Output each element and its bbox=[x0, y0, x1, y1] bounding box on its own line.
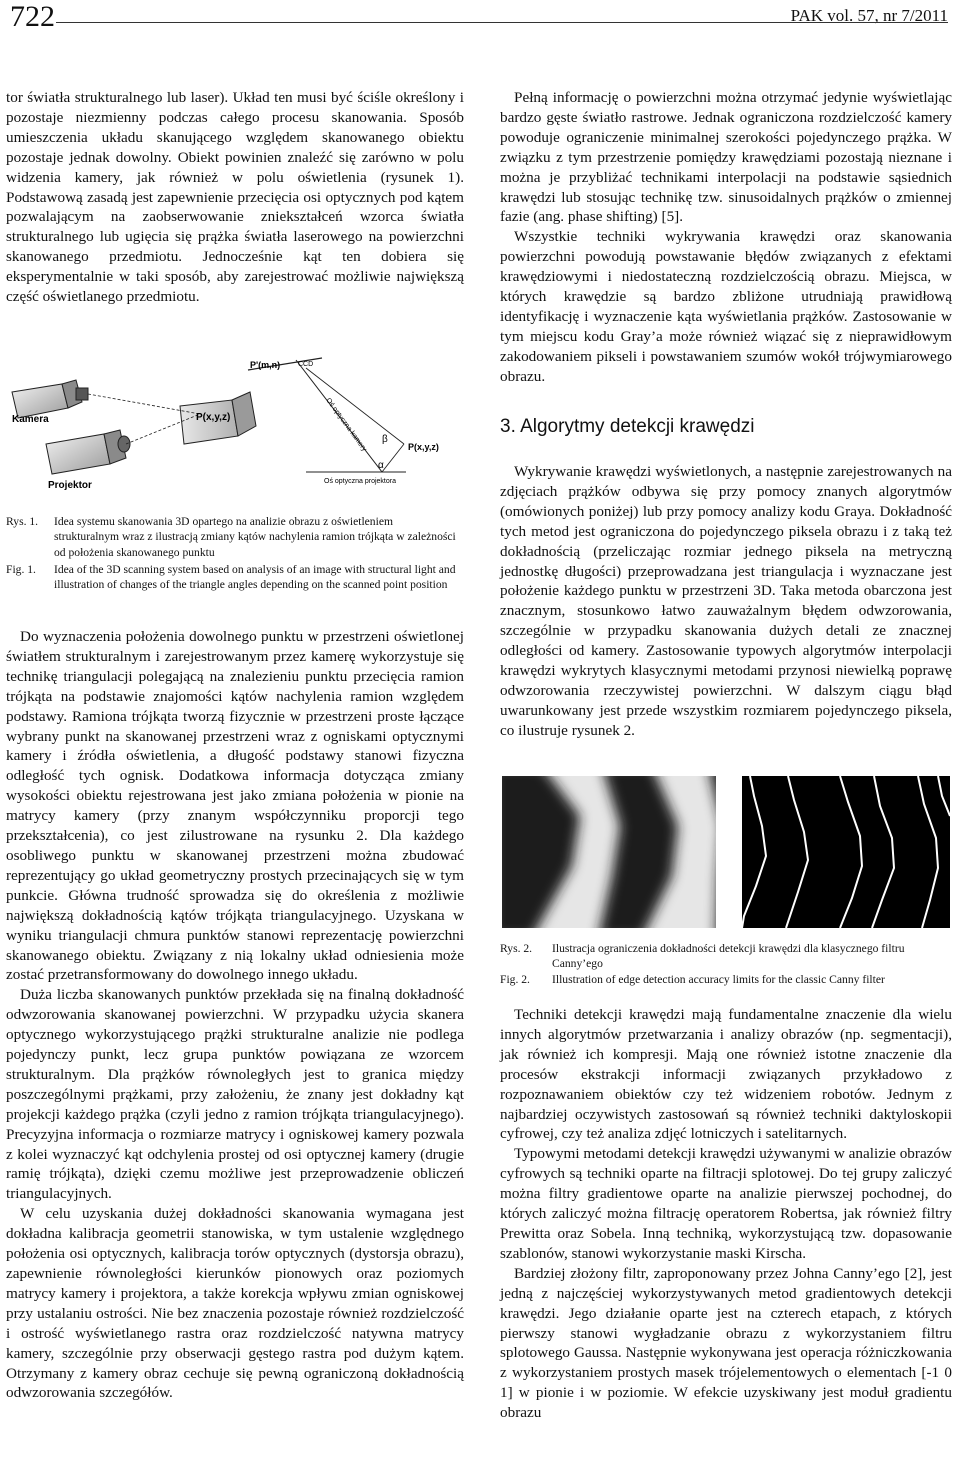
figure-1-caption bbox=[6, 514, 458, 606]
right-bottom-text bbox=[500, 1005, 952, 1423]
paragraph: Typowymi metodami detekcji krawędzi używanymi w analizie obrazów cyfrowych są techniki oparte na filtracji splotowej. Do tej grupy zaliczyć można filtry gradientowe oparte na analizie pierwszej pochodnej, do których zaliczyć można filtrację operatorem Robertsa, jak również filtry Prewitta oraz Sobela. Inną techniką, wykorzystującą tzw. dopasowanie szablonów, stanowi wykorzystanie maski Kirscha. bbox=[500, 1145, 952, 1262]
label-camera-axis: Oś optyczna kamery bbox=[324, 397, 368, 453]
paragraph: Do wyznaczenia położenia dowolnego punktu w przestrzeni oświetlonej światłem strukturalnym i zarejestrowanym przez kamerę wykorzystuje się technikę triangulacji polegającą na znalezieniu punktu przecięcia ramion trójkąta na podstawie znajomości kątów nachylenia ramion względem podstawy. Ramiona trójkąta tworzą fizycznie w przestrzeni proste łączące wybrany punkt na skanowanej przestrzeni wraz z ogniskami optycznymi kamery i źródła oświetlenia, a długość podstawy stanowi fizyczna odległość tych ognisk. Dodatkowa informacja dotycząca zmiany wysokości obiektu rejestrowana jest jako zmiana położenia w pionie na matrycy kamery (przy znanym współczynniku proporcji tego przekształcenia), co jest zilustrowane na rysunku 2. Dla każdego osobliwego punktu w skanowanej przestrzeni można zbudować reprezentujący go układ geometryczny prostych przecinających się w tym punkcie. Główna trudność sprowadza się do określenia z możliwie największą dokładnością kątów trójkąta triangulacyjnego. Uzyskana w wyniku triangulacji chmura punktów stanowi reprezentację powierzchni skanowanego obiektu. Związany z nią lokalny układ odniesienia może zostać przetransformowany do dowolnego innego układu. bbox=[6, 628, 464, 984]
projector-icon bbox=[46, 430, 130, 474]
caption-text-en: Illustration of edge detection accuracy limits for the classic Canny filter bbox=[552, 973, 885, 986]
caption-label-en: Fig. 2. bbox=[500, 973, 530, 986]
caption-label-en: Fig. 1. bbox=[6, 563, 36, 576]
right-mid-text bbox=[500, 462, 952, 741]
label-beta: β bbox=[382, 434, 388, 445]
camera-icon bbox=[12, 380, 88, 418]
page-number: 722 bbox=[10, 0, 55, 33]
header-rule bbox=[56, 22, 948, 23]
section-heading bbox=[500, 416, 755, 438]
label-alpha: α bbox=[378, 460, 384, 471]
left-top-text bbox=[6, 88, 464, 307]
label-projector-axis: Oś optyczna projektora bbox=[324, 478, 396, 485]
label-pxyz-right: P(x,y,z) bbox=[408, 442, 439, 452]
label-camera: Kamera bbox=[12, 414, 49, 425]
right-top-text bbox=[500, 88, 952, 387]
caption-text-pl: Idea systemu skanowania 3D opartego na analizie obrazu z oświetleniem strukturalnym wraz z ilustracją zmiany kątów nachylenia ramion trójkąta w zależności od położenia skanowanego punktu bbox=[54, 515, 456, 559]
figure-1 bbox=[6, 340, 458, 496]
caption-label-pl: Rys. 1. bbox=[6, 515, 39, 528]
journal-reference: PAK vol. 57, nr 7/2011 bbox=[790, 6, 948, 25]
paragraph: Duża liczba skanowanych punktów przekłada się na finalną dokładność odwzorowania skanowanej powierzchni. W przypadku użycia skanera optycznego wykorzystującego prążki strukturalne analizie nie podlega pojedynczy punkt, lecz grupa punktów powiązana ze wzorcem strukturalnym. Dla prążków równoległych jest to granica między poszczególnymi prążkami, przy założeniu, że znany jest dokładny kąt projekcji każdego prążka (czyli jedno z ramion trójkąta triangulacyjnego). Precyzyjna informacja o rozmiarze matrycy i ogniskowej kamery pozwala z kolei wyznaczyć kąt odchylenia prostej od osi optycznej kamery (drugie ramię trójkąta), dzięki czemu możliwe jest przeprowadzenie obliczeń triangulacyjnych. bbox=[6, 986, 464, 1203]
paragraph: Wszystkie techniki wykrywania krawędzi oraz skanowania powierzchni powodują powstawanie błędów związanych z efektami krawędziowymi i niedostateczną rozdzielczością obrazu. Miejsca, w których krawędzie są bardzo zbliżone utrudniają prawidłową identyfikację i wyznaczenie kąta wyświetlania prążków. Zastosowanie w tym miejscu kodu Gray’a może również wiązać się z nieprawidłowym zakodowaniem pikseli i powstawaniem szumów wokół trójwymiarowego obrazu. bbox=[500, 228, 952, 385]
paragraph: Pełną informację o powierzchni można otrzymać jedynie wyświetlając bardzo gęste światło rastrowe. Jednak ograniczona rozdzielczość kamery powoduje ograniczenie minimalnej szerokości pojedynczego prążka. W związku z tym przestrzenie pomiędzy krawędziami pozostają nieznane i można je przybliżać technikami interpolacji na podstawie sąsiednich krawędzi lub stosując technikę tzw. sinusoidalnych prążków o zmiennej fazie (ang. phase shifting) [5]. bbox=[500, 89, 952, 226]
section-number: 3. bbox=[500, 416, 516, 437]
paragraph: Wykrywanie krawędzi wyświetlonych, a następnie zarejestrowanych na zdjęciach prążków odbywa się przy pomocy znanych algorytmów (omówionych poniżej) lub przy pomocy analizy kodu Graya. Dokładność tych metod jest ograniczona do pojedynczego piksela obrazu i z taką też dokładnością (przeliczając rozmiar jednego piksela na metryczną jednostkę długości) przeprowadzana jest triangulacja i wyznaczane jest położenie każdego punktu w przestrzeni 3D. Taka metoda obarczona jest znacznym, stosunkowo łatwo zauważalnym błędem odwzorowania, szczególnie w przypadku skanowania dużych detali ze znacznej odległości od kamery. Zastosowanie typowych algorytmów interpolacji krawędzi wykrytych klasycznymi metodami przynosi niewielką poprawę odwzorowania rzeczywistej powierzchni. W dalszym ciągu błąd uwarunkowany jest przede wszystkim rozmiarem pojedynczego piksela, co ilustruje rysunek 2. bbox=[500, 463, 952, 739]
section-title: Algorytmy detekcji krawędzi bbox=[520, 416, 755, 437]
label-projector: Projektor bbox=[48, 480, 92, 491]
label-pxyz-left: P(x,y,z) bbox=[196, 412, 231, 423]
caption-text-en: Idea of the 3D scanning system based on analysis of an image with structural light and illustration of changes of the triangle angles depending on the scanned point position bbox=[54, 563, 456, 592]
label-ccd: CCD bbox=[298, 361, 314, 368]
paragraph: tor światła strukturalnego lub laser). Układ ten musi być ściśle określony i pozostaje niezmienny podczas całego procesu skanowania. Sposób umieszczenia układu skanującego względem skanowanego obiektu pozostaje jednak dowolny. Obiekt powinien znaleźć się zarówno w polu widzenia kamery, jak również w polu oświetlenia (rysunek 1). Podstawową zasadą jest zapewnienie przecięcia osi optycznych pod kątem pozwalającym na zaobserwowanie zniekształceń wzorca światła strukturalnego lub ugięcia się prążka światła laserowego na powierzchni skanowanego przedmiotu. Jednocześnie kąt ten dobiera się eksperymentalnie w taki sposób, aby zarejestrować możliwie największą część oświetlanego przedmiotu. bbox=[6, 89, 464, 306]
figure-2-canny-edges bbox=[742, 776, 950, 928]
paragraph: W celu uzyskania dużej dokładności skanowania wymagana jest dokładna kalibracja geometrii stanowiska, w tym ustalenie względnego położenia osi optycznych, kalibracja torów optycznych (dystorsja obrazu), zapewnienie równoległości kierunków pionowych oraz poziomych matrycy kamery i projektora, a także korekcja wpływu zmian ogniskowej przy ustalaniu ostrości. Nie bez znaczenia pozostaje również rozdzielczość i ostrość wyświetlanego rastra oraz rozdzielczość natywna matrycy kamery, szczególnie przy obserwacji gęstego rastra pod dużym kątem. Otrzymany z kamery obraz cechuje się pewną ograniczoną dokładnością odwzorowania szczegółów. bbox=[6, 1205, 464, 1402]
caption-label-pl: Rys. 2. bbox=[500, 942, 533, 955]
left-bottom-text bbox=[6, 627, 464, 1403]
paragraph: Bardziej złożony filtr, zaproponowany przez Johna Canny’ego [2], jest jedną z najczęściej wykorzystywanych metod gradientowych detekcji krawędzi. Jego działanie oparte jest na czterech etapach, z których pierwszy stanowi wygładzanie obrazu z wykorzystaniem filtru splotowego Gaussa. Następnie wykonywana jest operacja różniczkowania z wykorzystaniem prostych masek trójelementowych o elementach [-1 0 1] w pionie i w poziomie. W efekcie uzyskiwany jest moduł gradientu obrazu bbox=[500, 1264, 952, 1422]
caption-text-pl: Ilustracja ograniczenia dokładności detekcji krawędzi dla klasycznego filtru Canny’ego bbox=[552, 942, 905, 971]
figure-2-blurred-stripes bbox=[502, 776, 716, 928]
figure-2 bbox=[500, 776, 952, 928]
label-pmn: P'(m,n) bbox=[250, 360, 281, 370]
figure-1-diagram bbox=[6, 340, 458, 496]
figure-2-caption bbox=[500, 941, 952, 987]
paragraph: Techniki detekcji krawędzi mają fundamentalne znaczenie dla wielu innych algorytmów przetwarzania i analizy obrazów (np. segmentacji), jak również ich kompresji. Mają one również istotne znaczenie dla procesów ekstrakcji informacji związanych przykładowo z rozpoznawaniem obiektów czy też widzeniem robotów. Jednym z najbardziej oczywistych zastosowań są również techniki daktyloskopii cyfrowej, czy też analiza zdjęć lotniczych i satelitarnych. bbox=[500, 1006, 952, 1143]
